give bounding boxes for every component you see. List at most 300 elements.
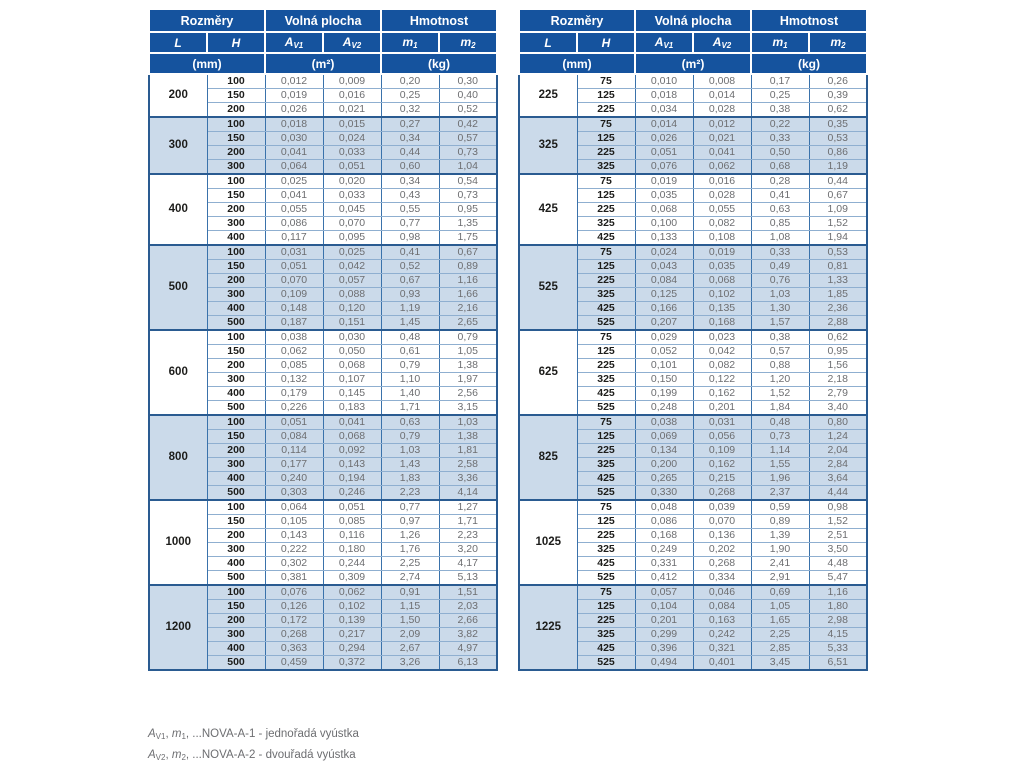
m1-cell: 1,40: [381, 387, 439, 401]
av1-cell: 0,051: [265, 260, 323, 274]
av2-cell: 0,021: [693, 132, 751, 146]
m1-cell: 0,41: [751, 189, 809, 203]
h-cell: 100: [207, 74, 265, 89]
av2-cell: 0,028: [693, 103, 751, 118]
h-cell: 100: [207, 500, 265, 515]
av2-cell: 0,021: [323, 103, 381, 118]
m1-cell: 2,25: [381, 557, 439, 571]
m2-cell: 2,23: [439, 529, 497, 543]
h-cell: 500: [207, 571, 265, 586]
av1-cell: 0,084: [635, 274, 693, 288]
header-unit-row: [519, 53, 867, 74]
h-cell: 225: [577, 359, 635, 373]
m2-cell: 3,64: [809, 472, 867, 486]
l-value-cell: 625: [519, 330, 577, 415]
av1-cell: 0,105: [265, 515, 323, 529]
l-value-cell: 1000: [149, 500, 207, 585]
m2-cell: 1,85: [809, 288, 867, 302]
l-value-cell: 400: [149, 174, 207, 245]
m1-cell: 0,93: [381, 288, 439, 302]
av2-cell: 0,372: [323, 656, 381, 671]
h-cell: 525: [577, 401, 635, 416]
m1-cell: 0,77: [381, 217, 439, 231]
av1-cell: 0,064: [265, 500, 323, 515]
h-cell: 100: [207, 117, 265, 132]
h-cell: 125: [577, 189, 635, 203]
av1-cell: 0,076: [635, 160, 693, 175]
av2-cell: 0,056: [693, 430, 751, 444]
av1-cell: 0,018: [635, 89, 693, 103]
l-value-cell: 1025: [519, 500, 577, 585]
l-value-cell: 200: [149, 74, 207, 117]
spec-table-right: [518, 8, 868, 671]
av2-cell: 0,268: [693, 486, 751, 501]
h-cell: 75: [577, 585, 635, 600]
m2-cell: 6,51: [809, 656, 867, 671]
av1-cell: 0,057: [635, 585, 693, 600]
m1-cell: 0,48: [381, 330, 439, 345]
av1-cell: 0,331: [635, 557, 693, 571]
m2-cell: 0,52: [439, 103, 497, 118]
av2-cell: 0,109: [693, 444, 751, 458]
av2-cell: 0,244: [323, 557, 381, 571]
h-cell: 200: [207, 444, 265, 458]
m2-cell: 3,20: [439, 543, 497, 557]
m2-cell: 0,80: [809, 415, 867, 430]
av2-cell: 0,108: [693, 231, 751, 246]
h-cell: 325: [577, 543, 635, 557]
av2-cell: 0,095: [323, 231, 381, 246]
m2-cell: 4,17: [439, 557, 497, 571]
col-header-m2: [439, 32, 497, 53]
symbol-sub: 1: [783, 41, 788, 50]
h-cell: 125: [577, 89, 635, 103]
m2-cell: 4,15: [809, 628, 867, 642]
m2-cell: 2,16: [439, 302, 497, 316]
av2-cell: 0,033: [323, 146, 381, 160]
table-header: [519, 9, 867, 74]
symbol-sub: V2: [721, 41, 732, 50]
table-row: [149, 174, 497, 189]
av1-cell: 0,038: [635, 415, 693, 430]
m2-cell: 3,50: [809, 543, 867, 557]
h-cell: 225: [577, 146, 635, 160]
av2-cell: 0,024: [323, 132, 381, 146]
av1-cell: 0,148: [265, 302, 323, 316]
av2-cell: 0,116: [323, 529, 381, 543]
av1-cell: 0,076: [265, 585, 323, 600]
m1-cell: 2,25: [751, 628, 809, 642]
m2-cell: 0,40: [439, 89, 497, 103]
m2-cell: 0,42: [439, 117, 497, 132]
av1-cell: 0,363: [265, 642, 323, 656]
m1-cell: 1,43: [381, 458, 439, 472]
m1-cell: 1,65: [751, 614, 809, 628]
h-cell: 425: [577, 387, 635, 401]
av1-cell: 0,109: [265, 288, 323, 302]
m2-cell: 1,05: [439, 345, 497, 359]
av2-cell: 0,401: [693, 656, 751, 671]
h-cell: 500: [207, 316, 265, 331]
h-cell: 75: [577, 330, 635, 345]
m1-cell: 1,15: [381, 600, 439, 614]
m1-cell: 0,60: [381, 160, 439, 175]
h-cell: 525: [577, 656, 635, 671]
av2-cell: 0,050: [323, 345, 381, 359]
spec-table-left-container: [148, 8, 498, 671]
m1-cell: 0,22: [751, 117, 809, 132]
m2-cell: 3,36: [439, 472, 497, 486]
h-cell: 500: [207, 401, 265, 416]
h-cell: 150: [207, 600, 265, 614]
m1-cell: 1,76: [381, 543, 439, 557]
av2-cell: 0,062: [323, 585, 381, 600]
m2-cell: 1,16: [439, 274, 497, 288]
av1-cell: 0,012: [265, 74, 323, 89]
av2-cell: 0,268: [693, 557, 751, 571]
table-row: [519, 415, 867, 430]
av2-cell: 0,057: [323, 274, 381, 288]
h-cell: 225: [577, 614, 635, 628]
symbol-base: A: [654, 35, 664, 49]
h-cell: 200: [207, 529, 265, 543]
av1-cell: 0,302: [265, 557, 323, 571]
av1-cell: 0,026: [265, 103, 323, 118]
m2-cell: 0,81: [809, 260, 867, 274]
m1-cell: 0,79: [381, 430, 439, 444]
h-cell: 525: [577, 486, 635, 501]
m1-cell: 0,98: [381, 231, 439, 246]
m1-cell: 1,50: [381, 614, 439, 628]
h-cell: 400: [207, 231, 265, 246]
m1-cell: 2,74: [381, 571, 439, 586]
av1-cell: 0,084: [265, 430, 323, 444]
h-cell: 125: [577, 260, 635, 274]
m2-cell: 1,38: [439, 359, 497, 373]
av1-cell: 0,143: [265, 529, 323, 543]
av1-cell: 0,199: [635, 387, 693, 401]
unit-header-1: (m²): [635, 53, 751, 74]
unit-header-2: (kg): [751, 53, 867, 74]
m1-cell: 1,08: [751, 231, 809, 246]
av1-cell: 0,172: [265, 614, 323, 628]
m1-cell: 1,84: [751, 401, 809, 416]
av1-cell: 0,187: [265, 316, 323, 331]
m2-cell: 0,53: [809, 132, 867, 146]
m1-cell: 0,50: [751, 146, 809, 160]
h-cell: 150: [207, 260, 265, 274]
av2-cell: 0,246: [323, 486, 381, 501]
h-cell: 325: [577, 288, 635, 302]
h-cell: 400: [207, 302, 265, 316]
m1-cell: 0,59: [751, 500, 809, 515]
footnote-symbol-sub: 2: [181, 752, 186, 762]
av2-cell: 0,168: [693, 316, 751, 331]
av1-cell: 0,018: [265, 117, 323, 132]
col-header-h: [207, 32, 265, 53]
av2-cell: 0,068: [693, 274, 751, 288]
h-cell: 525: [577, 316, 635, 331]
m2-cell: 0,67: [439, 245, 497, 260]
m2-cell: 6,13: [439, 656, 497, 671]
m1-cell: 1,19: [381, 302, 439, 316]
m2-cell: 2,79: [809, 387, 867, 401]
av1-cell: 0,168: [635, 529, 693, 543]
m1-cell: 0,49: [751, 260, 809, 274]
l-value-cell: 300: [149, 117, 207, 174]
m2-cell: 2,88: [809, 316, 867, 331]
h-cell: 100: [207, 245, 265, 260]
m1-cell: 1,55: [751, 458, 809, 472]
av1-cell: 0,104: [635, 600, 693, 614]
av2-cell: 0,051: [323, 500, 381, 515]
av2-cell: 0,028: [693, 189, 751, 203]
m1-cell: 0,34: [381, 132, 439, 146]
av1-cell: 0,117: [265, 231, 323, 246]
header-group-0: Rozměry: [519, 9, 635, 32]
av2-cell: 0,309: [323, 571, 381, 586]
m1-cell: 1,30: [751, 302, 809, 316]
av2-cell: 0,201: [693, 401, 751, 416]
av2-cell: 0,023: [693, 330, 751, 345]
h-cell: 225: [577, 529, 635, 543]
h-cell: 400: [207, 557, 265, 571]
h-cell: 400: [207, 387, 265, 401]
av1-cell: 0,226: [265, 401, 323, 416]
av2-cell: 0,151: [323, 316, 381, 331]
h-cell: 425: [577, 302, 635, 316]
av2-cell: 0,082: [693, 359, 751, 373]
h-cell: 300: [207, 458, 265, 472]
m2-cell: 3,40: [809, 401, 867, 416]
h-cell: 400: [207, 642, 265, 656]
m1-cell: 0,34: [381, 174, 439, 189]
symbol-base: L: [544, 35, 552, 50]
col-header-av1: [635, 32, 693, 53]
av1-cell: 0,132: [265, 373, 323, 387]
m1-cell: 0,38: [751, 103, 809, 118]
av1-cell: 0,101: [635, 359, 693, 373]
av1-cell: 0,035: [635, 189, 693, 203]
symbol-sub: 1: [413, 41, 418, 50]
h-cell: 300: [207, 288, 265, 302]
m1-cell: 0,48: [751, 415, 809, 430]
av2-cell: 0,033: [323, 189, 381, 203]
m2-cell: 1,81: [439, 444, 497, 458]
av2-cell: 0,070: [323, 217, 381, 231]
table-row: [149, 117, 497, 132]
av1-cell: 0,086: [265, 217, 323, 231]
symbol-sub: V1: [663, 41, 674, 50]
m1-cell: 0,61: [381, 345, 439, 359]
m2-cell: 1,80: [809, 600, 867, 614]
av2-cell: 0,102: [693, 288, 751, 302]
m1-cell: 0,20: [381, 74, 439, 89]
av2-cell: 0,102: [323, 600, 381, 614]
av1-cell: 0,200: [635, 458, 693, 472]
av1-cell: 0,068: [635, 203, 693, 217]
av2-cell: 0,039: [693, 500, 751, 515]
m2-cell: 4,14: [439, 486, 497, 501]
m2-cell: 0,62: [809, 103, 867, 118]
h-cell: 200: [207, 146, 265, 160]
av1-cell: 0,150: [635, 373, 693, 387]
av2-cell: 0,202: [693, 543, 751, 557]
table-row: [519, 585, 867, 600]
h-cell: 300: [207, 217, 265, 231]
m1-cell: 0,43: [381, 189, 439, 203]
av2-cell: 0,046: [693, 585, 751, 600]
table-row: [149, 585, 497, 600]
h-cell: 125: [577, 515, 635, 529]
av2-cell: 0,084: [693, 600, 751, 614]
m1-cell: 1,03: [751, 288, 809, 302]
m2-cell: 2,51: [809, 529, 867, 543]
m2-cell: 4,48: [809, 557, 867, 571]
m2-cell: 1,75: [439, 231, 497, 246]
m1-cell: 1,96: [751, 472, 809, 486]
symbol-base: H: [601, 35, 611, 50]
av2-cell: 0,321: [693, 642, 751, 656]
h-cell: 75: [577, 500, 635, 515]
table-row: [519, 245, 867, 260]
h-cell: 200: [207, 359, 265, 373]
m2-cell: 0,53: [809, 245, 867, 260]
m2-cell: 2,84: [809, 458, 867, 472]
av1-cell: 0,064: [265, 160, 323, 175]
m2-cell: 1,66: [439, 288, 497, 302]
h-cell: 75: [577, 117, 635, 132]
av2-cell: 0,294: [323, 642, 381, 656]
m2-cell: 1,52: [809, 515, 867, 529]
header-symbol-row: [519, 32, 867, 53]
h-cell: 150: [207, 189, 265, 203]
av2-cell: 0,163: [693, 614, 751, 628]
table-row: [519, 330, 867, 345]
m1-cell: 2,37: [751, 486, 809, 501]
m2-cell: 1,35: [439, 217, 497, 231]
h-cell: 100: [207, 585, 265, 600]
footnote-symbol-base: A: [148, 728, 156, 740]
av2-cell: 0,088: [323, 288, 381, 302]
av2-cell: 0,180: [323, 543, 381, 557]
footnotes: [148, 724, 359, 765]
spec-table-right-container: [518, 8, 868, 671]
av2-cell: 0,070: [693, 515, 751, 529]
m2-cell: 4,97: [439, 642, 497, 656]
av1-cell: 0,134: [635, 444, 693, 458]
h-cell: 400: [207, 472, 265, 486]
av1-cell: 0,177: [265, 458, 323, 472]
m2-cell: 0,26: [809, 74, 867, 89]
symbol-sub: V2: [351, 41, 362, 50]
header-unit-row: [149, 53, 497, 74]
av1-cell: 0,070: [265, 274, 323, 288]
m1-cell: 3,26: [381, 656, 439, 671]
m1-cell: 0,33: [751, 132, 809, 146]
m1-cell: 0,79: [381, 359, 439, 373]
av2-cell: 0,139: [323, 614, 381, 628]
h-cell: 225: [577, 203, 635, 217]
m1-cell: 2,85: [751, 642, 809, 656]
m1-cell: 0,85: [751, 217, 809, 231]
av1-cell: 0,249: [635, 543, 693, 557]
av1-cell: 0,299: [635, 628, 693, 642]
av2-cell: 0,215: [693, 472, 751, 486]
m1-cell: 3,45: [751, 656, 809, 671]
table-body: [149, 74, 497, 670]
m2-cell: 1,33: [809, 274, 867, 288]
unit-header-1: (m²): [265, 53, 381, 74]
m2-cell: 0,98: [809, 500, 867, 515]
m2-cell: 0,73: [439, 146, 497, 160]
av2-cell: 0,014: [693, 89, 751, 103]
m2-cell: 2,03: [439, 600, 497, 614]
av1-cell: 0,030: [265, 132, 323, 146]
m2-cell: 5,13: [439, 571, 497, 586]
h-cell: 125: [577, 345, 635, 359]
av1-cell: 0,114: [265, 444, 323, 458]
m2-cell: 1,27: [439, 500, 497, 515]
h-cell: 500: [207, 486, 265, 501]
l-value-cell: 825: [519, 415, 577, 500]
l-value-cell: 1200: [149, 585, 207, 670]
header-group-row: [519, 9, 867, 32]
m2-cell: 1,38: [439, 430, 497, 444]
col-header-av1: [265, 32, 323, 53]
av2-cell: 0,035: [693, 260, 751, 274]
h-cell: 150: [207, 132, 265, 146]
m1-cell: 1,52: [751, 387, 809, 401]
h-cell: 325: [577, 458, 635, 472]
m2-cell: 0,39: [809, 89, 867, 103]
m1-cell: 1,45: [381, 316, 439, 331]
av1-cell: 0,085: [265, 359, 323, 373]
h-cell: 100: [207, 330, 265, 345]
symbol-base: A: [342, 35, 352, 49]
av1-cell: 0,133: [635, 231, 693, 246]
m2-cell: 3,15: [439, 401, 497, 416]
av1-cell: 0,025: [265, 174, 323, 189]
av1-cell: 0,031: [265, 245, 323, 260]
m1-cell: 1,39: [751, 529, 809, 543]
av2-cell: 0,085: [323, 515, 381, 529]
av2-cell: 0,068: [323, 359, 381, 373]
av2-cell: 0,042: [323, 260, 381, 274]
m1-cell: 0,17: [751, 74, 809, 89]
m1-cell: 0,33: [751, 245, 809, 260]
table-row: [149, 245, 497, 260]
av1-cell: 0,086: [635, 515, 693, 529]
av1-cell: 0,330: [635, 486, 693, 501]
spec-table-left: [148, 8, 498, 671]
m2-cell: 1,16: [809, 585, 867, 600]
av1-cell: 0,014: [635, 117, 693, 132]
m2-cell: 1,03: [439, 415, 497, 430]
table-row: [149, 500, 497, 515]
av2-cell: 0,016: [323, 89, 381, 103]
m1-cell: 0,28: [751, 174, 809, 189]
av1-cell: 0,024: [635, 245, 693, 260]
table-row: [149, 330, 497, 345]
av1-cell: 0,396: [635, 642, 693, 656]
m1-cell: 2,09: [381, 628, 439, 642]
symbol-base: A: [284, 35, 294, 49]
col-header-l: [149, 32, 207, 53]
m1-cell: 2,41: [751, 557, 809, 571]
av1-cell: 0,041: [265, 189, 323, 203]
m2-cell: 0,62: [809, 330, 867, 345]
